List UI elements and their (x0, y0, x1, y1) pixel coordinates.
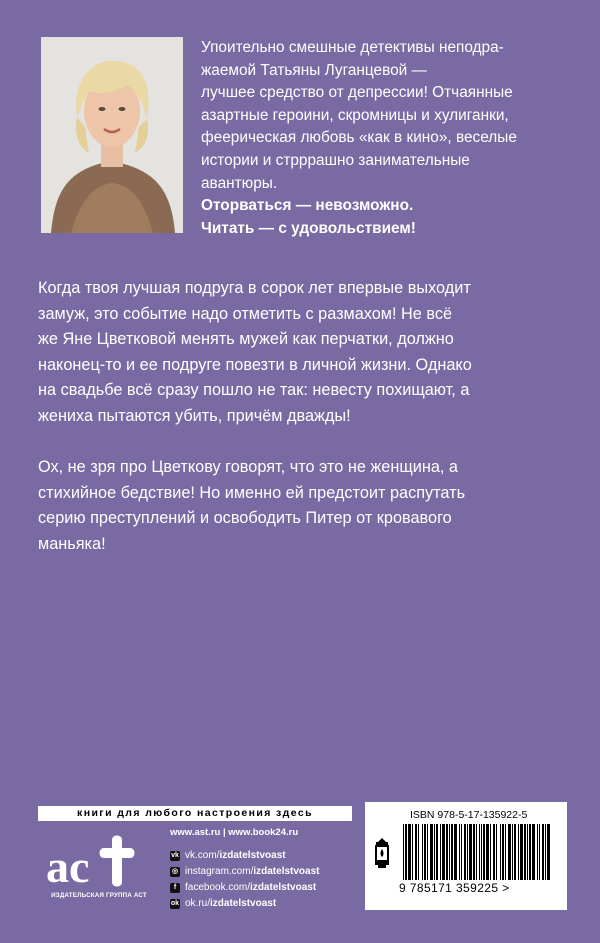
facebook-icon: f (170, 883, 180, 893)
blurb-line: авантюры. (201, 174, 278, 192)
lamp-icon (371, 837, 393, 869)
barcode-bar (464, 824, 466, 880)
barcode-bar (459, 824, 460, 880)
story-line: же Яне Цветковой менять мужей как перчатки, должно (38, 330, 454, 348)
story-line: замуж, это событие надо отметить с размахом! Не всё (38, 304, 453, 323)
blurb-bold-line: Читать — с удовольствием! (201, 219, 416, 237)
story-line: наконец-то и ее подруге повезти в личной жизни. Однако (38, 355, 472, 374)
social-link-instagram[interactable] (170, 864, 320, 880)
social-link-vk[interactable] (170, 848, 320, 864)
social-link-facebook[interactable] (170, 880, 320, 896)
barcode-box (365, 802, 567, 910)
barcode-bar (502, 824, 504, 880)
barcode-bar (461, 824, 462, 880)
barcode-bar (486, 824, 489, 880)
barcode-bar (493, 824, 495, 880)
barcode-bar (467, 824, 468, 880)
barcode-bar (454, 824, 457, 880)
barcode-digits: 9 785171 359225 > (399, 881, 510, 895)
barcode-bar (403, 824, 404, 880)
social-handle: izdatelstvoast (210, 898, 277, 909)
barcode-bar (518, 824, 519, 880)
barcode-bar (490, 824, 491, 880)
vk-icon: vk (171, 852, 179, 859)
barcode-bar (520, 824, 523, 880)
social-handle: izdatelstvoast (253, 866, 320, 877)
ast-logo (38, 832, 158, 895)
barcode-bar (545, 824, 546, 880)
social-links (170, 848, 320, 912)
story-line: маньяка! (38, 534, 106, 553)
story-line: стихийное бедствие! Но именно ей предстоит распутать (38, 483, 466, 502)
barcode-bar (537, 824, 538, 880)
blurb-line: истории и стрррашно занимательные (201, 151, 470, 169)
publisher-caption: ИЗДАТЕЛЬСКАЯ ГРУППА АСТ (51, 892, 147, 899)
social-prefix: facebook.com/ (185, 882, 251, 893)
barcode-bar (547, 824, 550, 880)
barcode-bar (422, 824, 423, 880)
barcode-bar (532, 824, 535, 880)
barcode-bar (408, 824, 411, 880)
barcode-bar (483, 824, 485, 880)
barcode-bar (476, 824, 477, 880)
barcode-bar (430, 824, 433, 880)
story-line: Когда твоя лучшая подруга в сорок лет впервые выходит (38, 279, 471, 297)
barcode-bar (508, 824, 511, 880)
isbn-text: ISBN 978-5-17-135922-5 (410, 809, 528, 821)
story-line: жениха пытаются убить, причём дважды! (38, 406, 351, 425)
story-line: Ох, не зря про Цветкову говорят, что это не женщина, а (38, 458, 458, 476)
barcode-bar (512, 824, 513, 880)
barcode-bar (473, 824, 475, 880)
story-line: на свадьбе всё сразу пошло не так: невесту похищают, а (38, 381, 470, 399)
barcode-bar (505, 824, 506, 880)
barcode-bar (527, 824, 528, 880)
story-line: серию преступлений и освободить Питер от кровавого (38, 509, 452, 527)
story-paragraph-1 (38, 276, 562, 429)
barcode-bar (415, 824, 417, 880)
barcode-bar (412, 824, 413, 880)
story-paragraph-2 (38, 455, 562, 557)
barcode-bar (524, 824, 526, 880)
blurb-bold-line: Оторваться — невозможно. (201, 197, 414, 215)
barcode-bar (469, 824, 472, 880)
barcode-bar (405, 824, 407, 880)
barcode-bar (446, 824, 448, 880)
social-handle: izdatelstvoast (250, 882, 317, 893)
barcode-bar (436, 824, 438, 880)
publisher-sites[interactable]: www.ast.ru | www.book24.ru (170, 827, 299, 838)
barcode-bar (440, 824, 441, 880)
odnoklassniki-icon: ok (170, 900, 180, 907)
barcode-bar (529, 824, 531, 880)
blurb-line: лучшее средство от депрессии! Отчаянные (201, 84, 513, 102)
barcode-bar (418, 824, 419, 880)
social-prefix: instagram.com/ (185, 866, 254, 877)
svg-text:ac: ac (46, 841, 90, 890)
barcode-bar (539, 824, 540, 880)
blurb-line: жаемой Татьяны Луганцевой — (201, 61, 427, 79)
social-prefix: ok.ru/ (185, 898, 211, 909)
barcode-bar (451, 824, 453, 880)
barcode-bar (427, 824, 428, 880)
instagram-icon: ◎ (171, 868, 179, 875)
social-handle: izdatelstvoast (219, 850, 286, 861)
barcode-bar (479, 824, 480, 880)
blurb-line: Упоительно смешные детективы неподра- (201, 39, 504, 56)
author-blurb (201, 37, 573, 240)
tagline-banner: книги для любого настроения здесь (38, 806, 352, 821)
blurb-line: феерическая любовь «как в кино», веселые (201, 129, 517, 147)
barcode-bar (434, 824, 435, 880)
barcode-bar (442, 824, 445, 880)
barcode-bar (542, 824, 544, 880)
barcode-bar (514, 824, 516, 880)
barcode-bar (500, 824, 501, 880)
social-link-odnoklassniki[interactable] (170, 896, 320, 912)
barcode-bars (403, 824, 553, 880)
blurb-line: азартные героини, скромницы и хулиганки, (201, 106, 509, 124)
barcode-bar (481, 824, 482, 880)
barcode-bar (449, 824, 450, 880)
barcode-bar (424, 824, 426, 880)
barcode-bar (496, 824, 497, 880)
author-photo (41, 37, 183, 233)
social-prefix: vk.com/ (185, 850, 220, 861)
